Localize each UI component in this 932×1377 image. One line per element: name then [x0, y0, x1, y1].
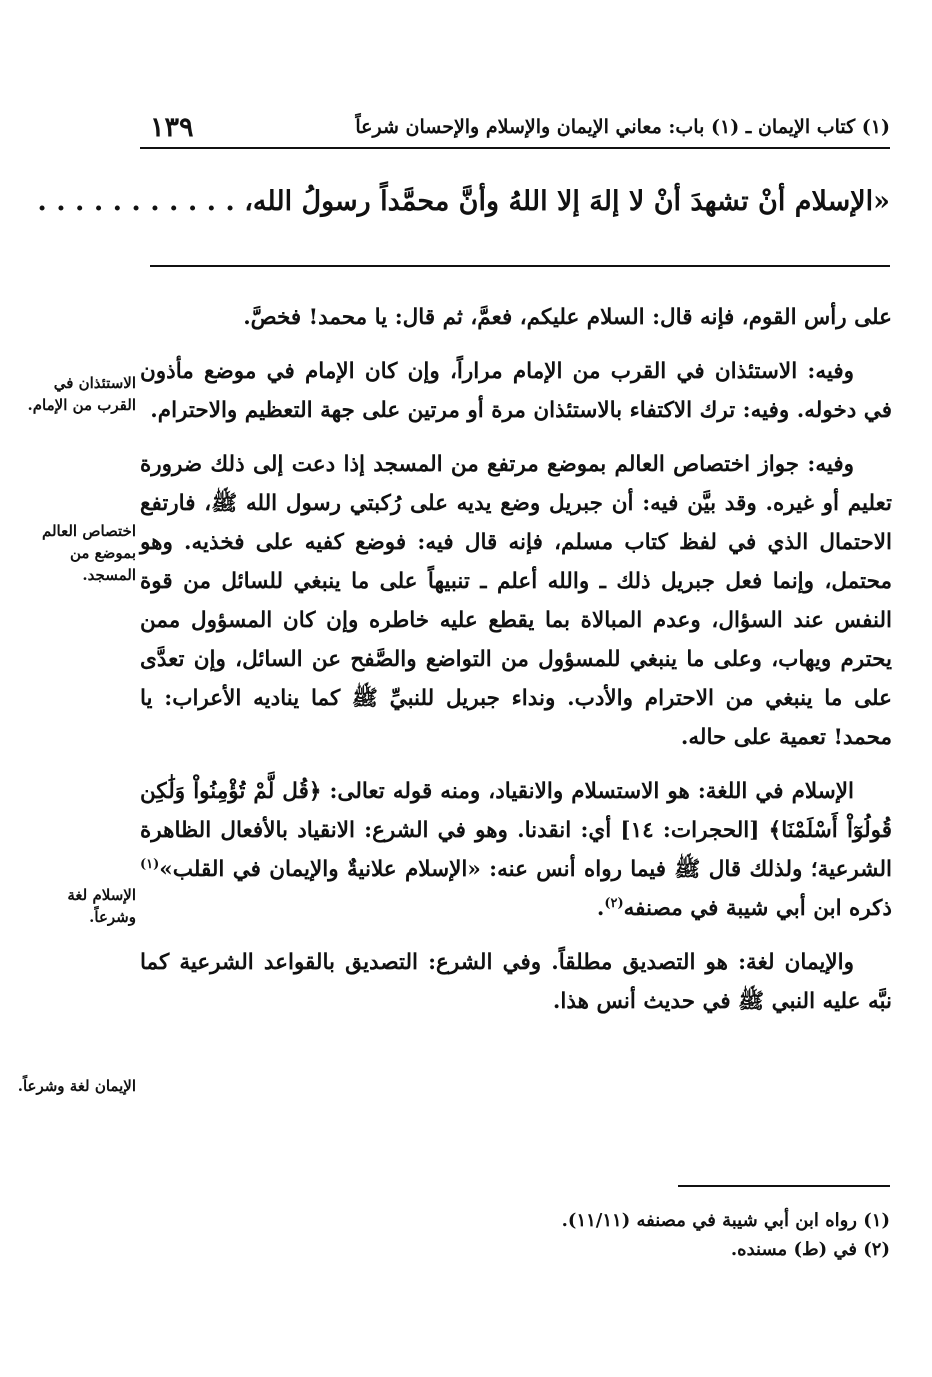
footnote-ref: (٢): [604, 895, 624, 911]
footnote: (٢) في (ط) مسنده.: [730, 1239, 890, 1260]
paragraph-text: الإسلام في اللغة: هو الاستسلام والانقياد، ومنه قوله تعالى: ﴿قُل لَّمْ تُؤْمِنُواْ وَلَٰكِن قُولُوٓاْ أَسْلَمْنَا﴾ [الحجرات: ١٤] أي: انقدنا. وهو في الشرع: الانقياد بالأفعال الظاهرة الشرعية؛ ولذلك قال ﷺ فيما رواه أنس عنه: «الإسلام علانيةٌ والإيمان في القلب»: [140, 779, 893, 882]
footnote-ref: (١): [140, 856, 160, 872]
paragraph: الإسلام في اللغة: هو الاستسلام والانقياد، ومنه قوله تعالى: ﴿قُل لَّمْ تُؤْمِنُواْ وَلَٰكِن قُولُوٓاْ أَسْلَمْنَا﴾ [الحجرات: ١٤] أي: انقدنا. وهو في الشرع: الانقياد بالأفعال الظاهرة الشرعية؛ ولذلك قال ﷺ فيما رواه أنس عنه: «الإسلام علانيةٌ والإيمان في القلب»$^{(١)}$ ذكره ابن أبي شيبة في مصنفه$^{(٢)}$.: [140, 779, 893, 921]
paragraph: على رأس القوم، فإنه قال: السلام عليكم، فعمَّ، ثم قال: يا محمد! فخصَّ.: [243, 305, 892, 330]
paragraph: وفيه: الاستئذان في القرب من الإمام مراراً، وإن كان الإمام في موضع مأذون في دخوله. وفيه: ترك الاكتفاء بالاستئذان مرة أو مرتين على جهة التعظيم والاحترام.: [140, 359, 892, 423]
hadith-rule: [150, 265, 890, 267]
page-number: ١٣٩: [150, 112, 194, 143]
margin-note: الاستئذان في القرب من الإمام.: [27, 374, 136, 414]
paragraph: وفيه: جواز اختصاص العالم بموضع مرتفع من المسجد إذا دعت إلى ذلك ضرورة تعليم أو غيره. وقد بيَّن فيه: أن جبريل وضع يديه على رُكبتي رسول الله ﷺ، فارتفع الاحتمال الذي في لفظ كتاب مسلم، فإنه قال فيه: فوضع كفيه على فخذيه. وهو محتمل، وإنما فعل جبريل ذلك ـ والله أعلم ـ تنبيهاً على ما ينبغي للسائل من قوة النفس عند السؤال، وعدم المبالاة بما يقطع عليه خاطره وإن كان المسؤول ممن يحترم ويهاب، وعلى ما ينبغي للمسؤول من التواضع والصَّفح عن السائل، وإن تعدَّى على ما ينبغي من الاحترام والأدب. ونداء جبريل للنبيِّ ﷺ كما يناديه الأعراب: يا محمد! تعمية على حاله.: [140, 452, 892, 750]
margin-note: الإسلام لغة وشرعاً.: [67, 886, 136, 926]
footnote-rule: [678, 1185, 890, 1187]
footnotes: [400, 1206, 890, 1264]
commentary-body: [140, 298, 892, 1036]
margin-note: اختصاص العالم بموضع من المسجد.: [42, 522, 136, 584]
hadith-text: «الإسلام أنْ تشهدَ أنْ لا إلهَ إلا اللهُ وأنَّ محمَّداً رسولُ الله، . . . . . . . . . . .: [37, 186, 890, 217]
header-rule: [140, 147, 890, 149]
margin-note: الإيمان لغة وشرعاً.: [17, 1077, 136, 1095]
footnote: (١) رواه ابن أبي شيبة في مصنفه (١١/١١).: [561, 1210, 890, 1231]
running-header: [140, 112, 890, 146]
paragraph-text: ذكره ابن أبي شيبة في مصنفه: [623, 896, 892, 921]
chapter-title: (١) كتاب الإيمان ـ (١) باب: معاني الإيمان والإسلام والإحسان شرعاً: [355, 116, 890, 138]
paragraph: والإيمان لغة: هو التصديق مطلقاً. وفي الشرع: التصديق بالقواعد الشرعية كما نبَّه عليه النبي ﷺ في حديث أنس هذا.: [140, 950, 892, 1014]
